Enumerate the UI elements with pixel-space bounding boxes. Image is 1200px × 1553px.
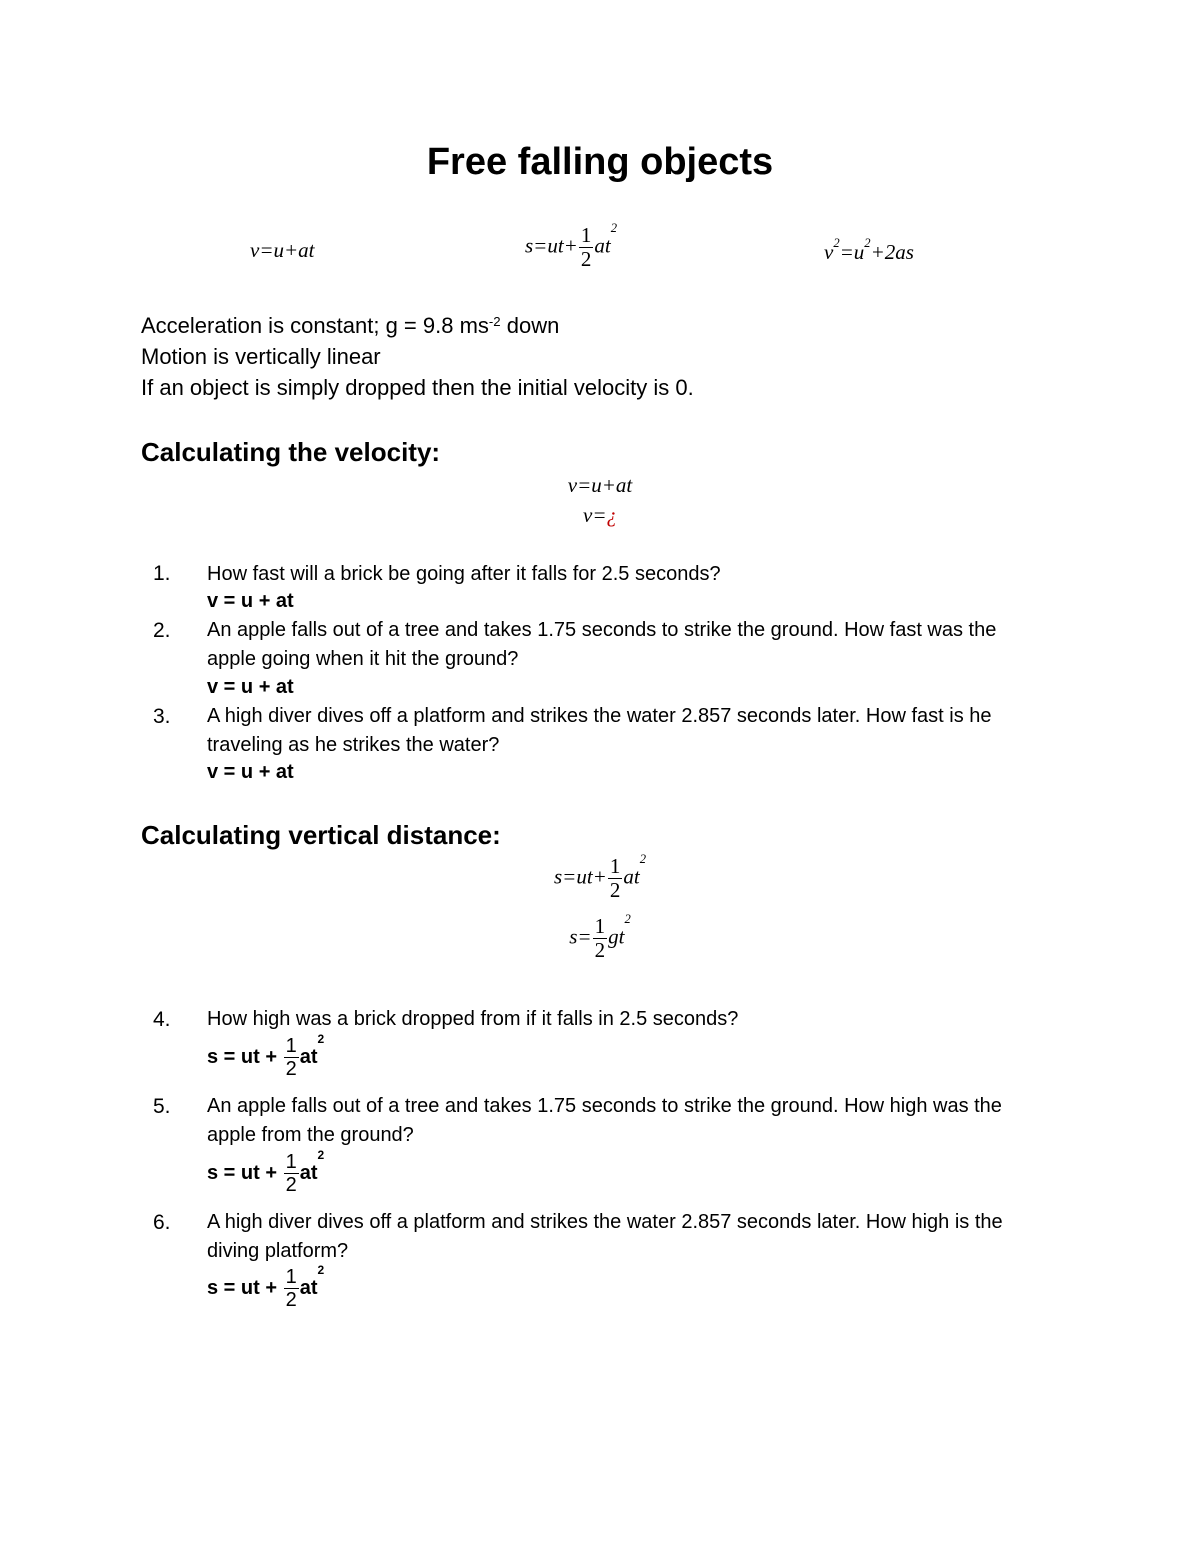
velocity-formula: v=u+at bbox=[567, 473, 633, 497]
question-text: An apple falls out of a tree and takes 1.75 seconds to strike the ground. How high was the apple from the ground? bbox=[207, 1095, 1002, 1146]
intro-initial-velocity: If an object is simply dropped then the initial velocity is 0. bbox=[141, 375, 694, 400]
question-number: 5. bbox=[153, 1095, 171, 1118]
answer-formula: s = ut + $\frac{1}{2}$ $at^2$ bbox=[207, 1032, 325, 1080]
answer-formula: v = u + at bbox=[207, 676, 294, 698]
distance-formula-dropped: s= $\frac{1}{2}$ $gt^2$ bbox=[569, 912, 631, 962]
question-text: How fast will a brick be going after it falls for 2.5 seconds? bbox=[207, 563, 721, 585]
question-number: 3. bbox=[153, 705, 171, 728]
question-number: 4. bbox=[153, 1008, 171, 1031]
equation-displacement: s=ut+ $\frac{1}{2}$ $at^2$ bbox=[525, 221, 617, 271]
equation-velocity: v=u+at bbox=[250, 238, 315, 262]
question-number: 1. bbox=[153, 562, 171, 585]
intro-acceleration: Acceleration is constant; g = 9.8 $ms^{-2}$ down bbox=[141, 313, 560, 338]
placeholder-marker: ¿ bbox=[606, 503, 617, 527]
question-text: A high diver dives off a platform and strikes the water 2.857 seconds later. How high is the diving platform? bbox=[207, 1211, 1003, 1262]
section-heading-velocity: Calculating the velocity: bbox=[141, 437, 441, 467]
velocity-formula-placeholder: v=¿ bbox=[583, 503, 617, 527]
answer-formula: s = ut + $\frac{1}{2}$ $at^2$ bbox=[207, 1263, 325, 1311]
answer-formula: v = u + at bbox=[207, 590, 294, 612]
answer-formula: v = u + at bbox=[207, 761, 294, 783]
question-text: How high was a brick dropped from if it falls in 2.5 seconds? bbox=[207, 1008, 739, 1030]
page-title: Free falling objects bbox=[426, 141, 774, 183]
equation-velocity-squared: $v^2=u^2+2as$ bbox=[824, 236, 914, 264]
question-text: An apple falls out of a tree and takes 1.75 seconds to strike the ground. How fast was the apple going when it hit the ground? bbox=[207, 619, 997, 670]
question-number: 2. bbox=[153, 619, 171, 642]
answer-formula: s = ut + $\frac{1}{2}$ $at^2$ bbox=[207, 1148, 325, 1196]
section-heading-distance: Calculating vertical distance: bbox=[141, 820, 501, 850]
question-text: A high diver dives off a platform and strikes the water 2.857 seconds later. How fast is he traveling as he strikes the water? bbox=[207, 705, 992, 756]
question-number: 6. bbox=[153, 1211, 171, 1234]
intro-motion: Motion is vertically linear bbox=[141, 344, 381, 369]
distance-formula: s=ut+ $\frac{1}{2}$ $at^2$ bbox=[554, 852, 646, 902]
